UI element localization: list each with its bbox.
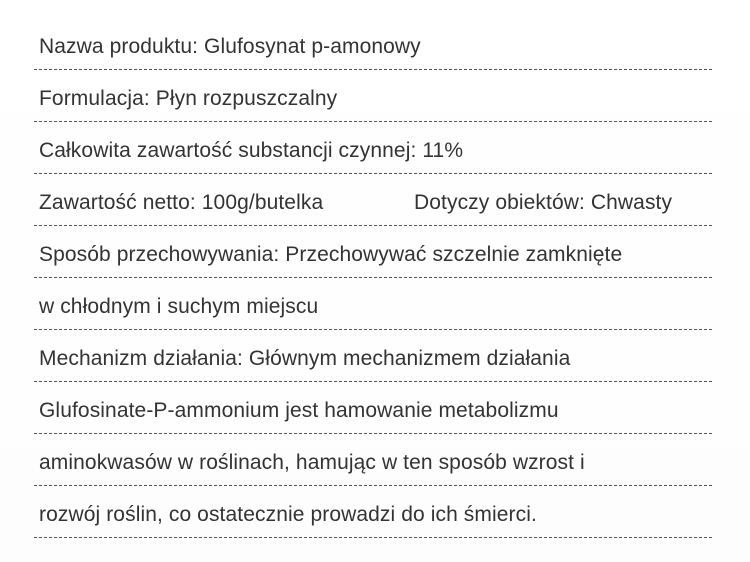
spec-mechanism-line-1: Mechanizm działania: Głównym mechanizmem działania — [39, 347, 571, 370]
spec-storage-place: w chłodnym i suchym miejscu — [39, 295, 319, 318]
spec-row-product-name — [34, 18, 712, 70]
spec-row-active-substance — [34, 122, 712, 174]
spec-storage-method: Sposób przechowywania: Przechowywać szczelnie zamknięte — [39, 243, 623, 266]
spec-active-substance: Całkowita zawartość substancji czynnej: 11% — [39, 139, 464, 162]
spec-row-formulation — [34, 70, 712, 122]
spec-mechanism-line-3: aminokwasów w roślinach, hamując w ten sposób wzrost i — [39, 451, 585, 474]
spec-row-storage-place — [34, 278, 712, 330]
spec-row-mechanism-1 — [34, 330, 712, 382]
spec-target-objects: Dotyczy obiektów: Chwasty — [414, 191, 673, 214]
spec-row-net-content-and-target — [34, 174, 712, 226]
spec-row-mechanism-3 — [34, 434, 712, 486]
spec-row-storage-method — [34, 226, 712, 278]
spec-mechanism-line-4: rozwój roślin, co ostatecznie prowadzi do ich śmierci. — [39, 503, 537, 526]
spec-formulation: Formulacja: Płyn rozpuszczalny — [39, 87, 338, 110]
spec-product-name: Nazwa produktu: Glufosynat p-amonowy — [39, 35, 421, 58]
spec-mechanism-line-2: Glufosinate-P-ammonium jest hamowanie metabolizmu — [39, 399, 559, 422]
spec-row-mechanism-2 — [34, 382, 712, 434]
spec-row-mechanism-4 — [34, 486, 712, 538]
spec-net-content: Zawartość netto: 100g/butelka — [39, 191, 324, 214]
